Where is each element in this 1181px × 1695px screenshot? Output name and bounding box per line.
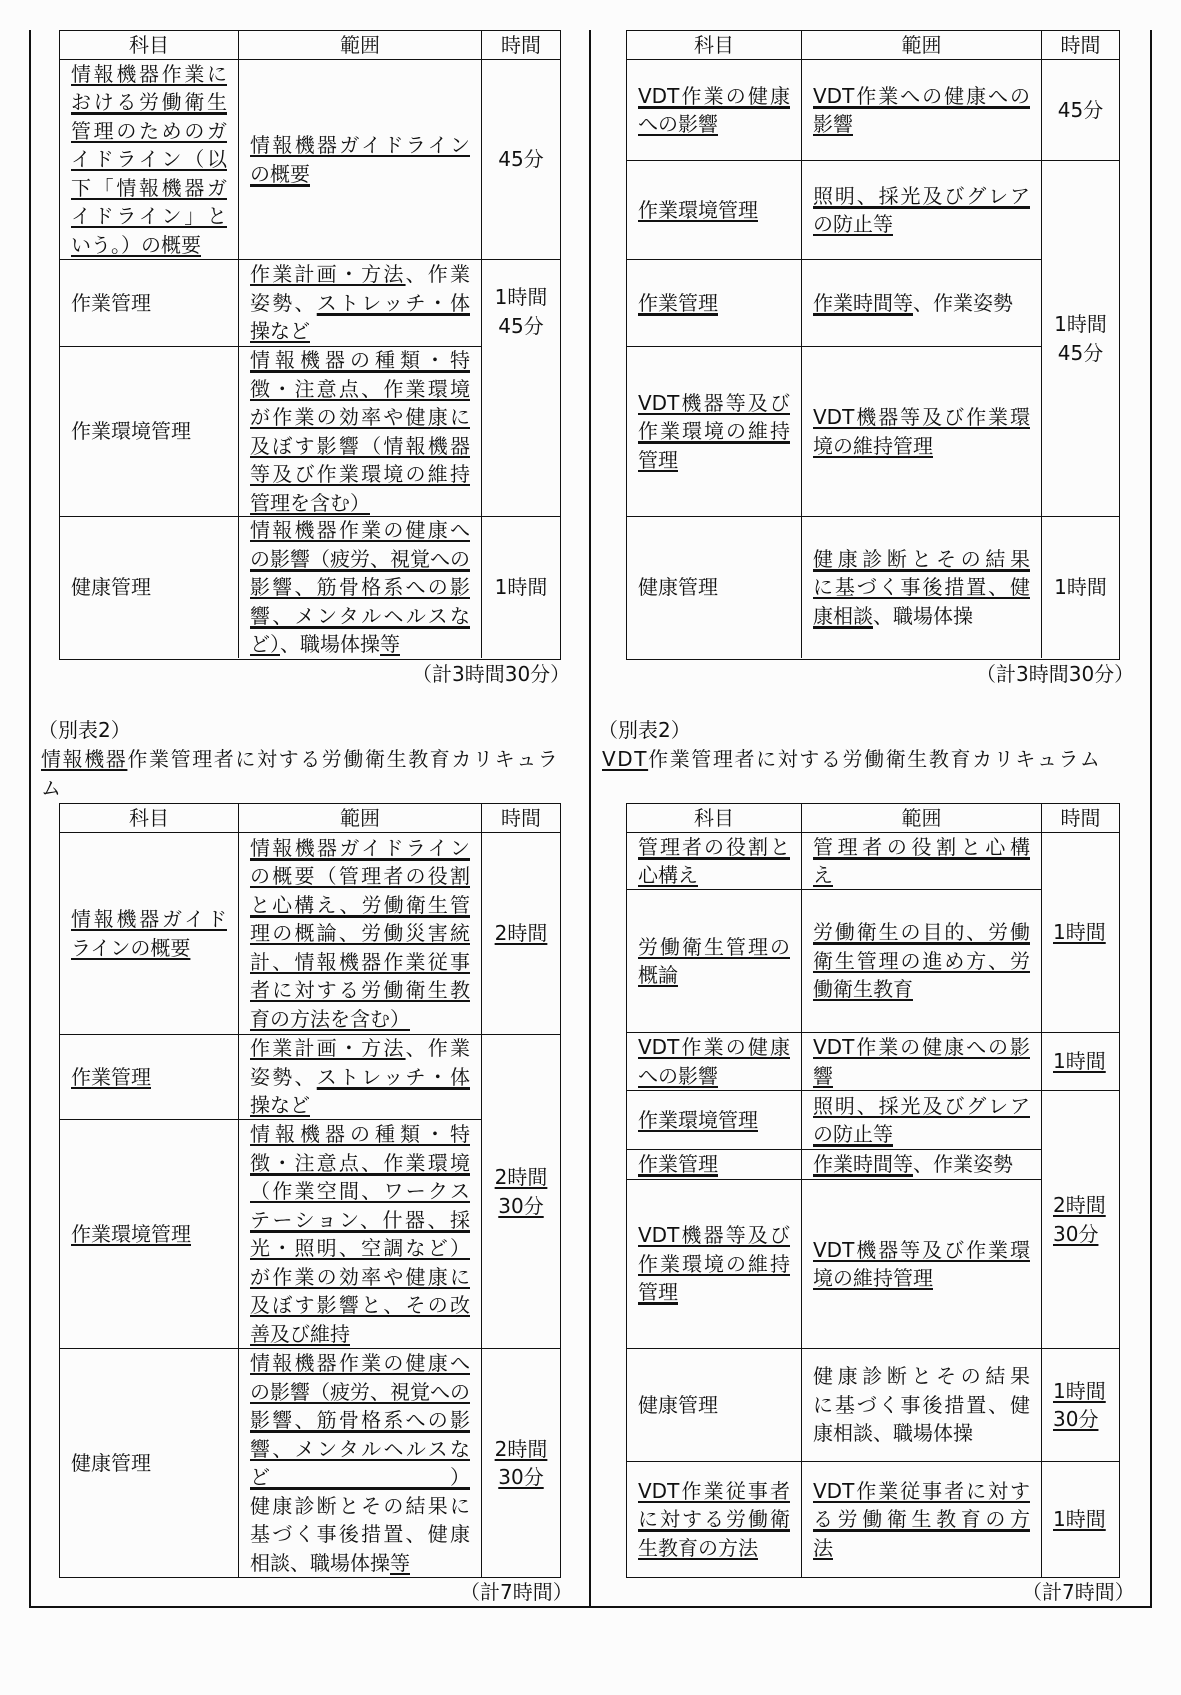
cell-text-line: 健康管理 [71,575,151,600]
cell-text-line: 作業計画・方法、作業 [250,262,471,287]
scope-cell [802,161,1042,260]
total-hours-note: （計3時間30分） [412,662,571,686]
cell-text-line: に基づく事後措置、健 [813,1392,1030,1417]
cell-text-line: 作業環境の維持 [638,419,790,444]
header-scope [802,31,1042,60]
cell-text-line: VDT作業の健康への影 [813,1035,1030,1059]
curriculum-title-rest: 作業管理者に対する労働衛生教育カリキュラム [648,747,1102,771]
cell-text-line: 情報機器の種類・特 [250,1122,470,1146]
time-value: 45分 [498,313,544,338]
header-subject-text: 科目 [694,32,734,57]
cell-text-line: 管理者の役割と心構 [813,834,1030,859]
time-value: 1時間 [1053,1049,1106,1074]
time-value: 2時間 [494,921,548,946]
scope-cell [239,517,482,658]
cell-text-line: 善及び維持 [250,1321,350,1346]
time-cell [482,260,560,517]
header-subject-text: 科目 [694,805,734,830]
scope-cell [802,1033,1042,1091]
subject-cell [627,1462,802,1577]
header-subject [627,31,802,60]
cell-text-line: る労働衛生教育の方 [813,1507,1030,1532]
cell-text-line: 心構え [638,863,698,887]
cell-text-line: 労働衛生の目的、労働 [813,920,1030,945]
cell-text-line: 生教育の方法 [638,1535,758,1560]
time-value: 2時間 [1053,1193,1106,1217]
cell-text-line: 情報機器ガイドライン [250,133,470,157]
subject-cell [627,1180,802,1349]
scope-cell [802,347,1042,517]
header-scope [239,804,482,833]
cell-text-line: 徴・注意点、作業環境 [250,1150,470,1175]
cell-text-line: 健康診断とその結果に [250,1493,470,1518]
appendix-label: （別表2） [598,718,691,742]
cell-text-line: が作業の効率や健康に [250,1264,470,1289]
header-subject [60,31,239,60]
time-cell [1042,517,1119,658]
scope-cell [239,833,482,1035]
cell-text-line: 影響、筋骨格系への影 [250,575,470,600]
subject-cell [627,1349,802,1462]
time-value: 30分 [1053,1221,1099,1246]
subject-cell [60,517,239,658]
header-subject-text: 科目 [129,805,169,830]
cell-text-line: 管理のためのガ [71,118,227,143]
cell-text-line: 管理を含む） [250,490,370,515]
time-cell [1042,1091,1119,1349]
cell-text-line: 境の維持管理 [813,1266,933,1290]
cell-text-line: 境の維持管理 [813,433,933,458]
cell-text-line: VDT作業の健康 [638,83,790,108]
cell-text-line: 育の方法を含む） [250,1006,410,1031]
scope-cell [802,890,1042,1033]
cell-text-line: 及ぼす影響と、その改 [250,1293,470,1317]
subject-cell [60,260,239,347]
cell-text-line: 照明、採光及びグレア [813,183,1030,208]
subject-cell [627,1033,802,1091]
cell-text-line: 作業環境管理 [638,1107,758,1132]
cell-text-line: 法 [813,1535,833,1560]
cell-text-line: 作業管理 [71,1064,151,1089]
subject-cell [60,1349,239,1577]
time-value: 45分 [1057,340,1104,365]
cell-text-line: 響、メンタルヘルスな [250,1436,470,1461]
cell-text-line: VDT機器等及び [638,390,790,415]
cell-text-line: 響 [813,1063,833,1088]
cell-text-line: 相談、職場体操等 [250,1550,410,1575]
subject-cell [60,1120,239,1349]
cell-text-line: 作業時間等、作業姿勢 [813,1152,1013,1177]
subject-cell [60,833,239,1035]
cell-text-line: 響、メンタルヘルスな [250,603,470,628]
header-time [1042,804,1119,833]
scope-cell [239,1120,482,1349]
time-cell [1042,1462,1119,1577]
total-hours-note: （計7時間） [1022,1580,1135,1604]
header-time [482,31,560,60]
table-info-device-worker-curriculum [59,30,561,660]
curriculum-title-rest: 作業管理者に対する労働衛生教育カリキュラ [127,747,560,771]
header-time-text: 時間 [501,805,541,830]
curriculum-title-underlined: VDT [602,747,649,771]
frame-right-border [1150,30,1152,1607]
cell-text-line: 操など [250,1093,310,1118]
scope-cell [239,347,482,517]
header-time-text: 時間 [501,32,541,57]
cell-text-line: 作業環境管理 [71,419,191,444]
time-cell [1042,833,1119,1033]
cell-text-line: 照明、採光及びグレア [813,1093,1030,1118]
scope-cell [239,1349,482,1577]
time-value: 1時間 [494,285,548,309]
cell-text-line: 管理 [638,447,678,472]
cell-text-line: 作業管理 [638,290,718,315]
cell-text-line: が作業の効率や健康に [250,405,470,429]
scope-cell [802,833,1042,890]
header-scope-text: 範囲 [901,32,942,57]
cell-text-line: 情報機器作業の健康へ [250,1351,470,1375]
cell-text-line: VDT作業従事者に対す [813,1478,1030,1503]
cell-text-line: 作業管理 [71,290,151,315]
cell-text-line: 影響 [813,112,853,136]
cell-text-line: 健康管理 [638,1392,718,1417]
subject-cell [627,260,802,347]
cell-text-line: 康相談、職場体操 [813,603,973,628]
time-cell [482,60,560,260]
cell-text-line: え [813,863,833,887]
subject-cell [627,60,802,161]
header-scope-text: 範囲 [901,805,942,830]
time-value: 45分 [498,147,544,172]
cell-text-line: の防止等 [813,1122,893,1146]
header-time [1042,31,1119,60]
cell-text-line: の概要（管理者の役割 [250,864,470,889]
cell-text-line: 概論 [638,963,678,987]
cell-text-line: 基づく事後措置、健康 [250,1522,470,1546]
frame-left-border [29,30,31,1607]
cell-text-line: VDT機器等及び作業環 [813,405,1030,429]
total-hours-note: （計3時間30分） [976,662,1135,686]
time-cell [1042,60,1119,161]
scope-cell [239,260,482,347]
time-cell [1042,161,1119,517]
time-value: 1時間 [494,575,548,600]
time-value: 1時間 [1053,1378,1106,1403]
time-value: 45分 [1057,97,1104,122]
cell-text-line: と心構え、労働衛生管 [250,892,470,917]
scope-cell [802,517,1042,658]
cell-text-line: 作業計画・方法、作業 [250,1036,471,1061]
scope-cell [802,1180,1042,1349]
table-vdt-worker-curriculum [626,30,1120,660]
cell-text-line: 計、情報機器作業従事 [250,949,470,974]
subject-cell [60,1035,239,1120]
cell-text-line: イドライン（以 [71,147,227,172]
scope-cell [239,60,482,260]
cell-text-line: 及ぼす影響（情報機器 [250,433,470,458]
header-time-text: 時間 [1060,805,1101,830]
cell-text-line: 姿勢、ストレッチ・体 [250,290,470,315]
cell-text-line: 労働衛生管理の [638,934,790,959]
cell-text-line: 作業環境管理 [71,1221,191,1246]
cell-text-line: 情報機器の種類・特 [250,348,470,372]
cell-text-line: ど） [250,1465,470,1489]
cell-text-line: 管理者の役割と [638,834,790,859]
cell-text-line: イドライン」と [71,204,227,229]
subject-cell [60,347,239,517]
header-subject [60,804,239,833]
header-subject-text: 科目 [129,32,169,57]
header-scope [802,804,1042,833]
time-value: 1時間 [1054,575,1107,600]
curriculum-title-wrap: ム [41,776,61,800]
frame-center-divider [589,30,591,1607]
subject-cell [627,1150,802,1180]
cell-text-line: の概要 [250,161,310,186]
header-time-text: 時間 [1060,32,1101,57]
cell-text-line: への影響 [638,112,718,136]
scope-cell [802,1091,1042,1150]
cell-text-line: VDT作業の健康 [638,1035,790,1059]
cell-text-line: 徴・注意点、作業環境 [250,376,470,401]
header-time [482,804,560,833]
time-value: 30分 [1053,1407,1099,1431]
cell-text-line: 操など [250,319,310,344]
cell-text-line: に基づく事後措置、健 [813,575,1030,600]
cell-text-line: の防止等 [813,212,893,236]
cell-text-line: 康相談、職場体操 [813,1421,973,1446]
scope-cell [802,1349,1042,1462]
subject-cell [627,347,802,517]
cell-text-line: VDT作業従事者 [638,1478,790,1503]
time-value: 1時間 [1053,1507,1106,1532]
time-value: 2時間 [494,1165,548,1189]
time-cell [482,833,560,1035]
total-hours-note: （計7時間） [460,1580,573,1604]
scope-cell [802,260,1042,347]
cell-text-line: テーション、什器、採 [250,1207,470,1232]
cell-text-line: VDT機器等及び作業環 [813,1237,1030,1262]
scope-cell [802,1150,1042,1180]
cell-text-line: （作業空間、ワークス [250,1179,470,1203]
time-value: 30分 [498,1193,544,1218]
time-value: 2時間 [494,1436,548,1461]
subject-cell [627,890,802,1033]
cell-text-line: 衛生管理の進め方、労 [813,948,1030,973]
time-cell [482,1035,560,1349]
subject-cell [627,161,802,260]
cell-text-line: 等及び作業環境の維持 [250,462,470,486]
scope-cell [802,60,1042,161]
cell-text-line: いう。）の概要 [71,232,201,257]
cell-text-line: 情報機器ガイド [71,907,227,931]
cell-text-line: 姿勢、ストレッチ・体 [250,1064,470,1089]
subject-cell [60,60,239,260]
time-value: 1時間 [1054,312,1107,336]
table-vdt-manager-curriculum [626,803,1120,1578]
table-info-device-manager-curriculum [59,803,561,1578]
curriculum-title [602,745,1102,774]
cell-text-line: 働衛生教育 [813,977,913,1002]
subject-cell [627,517,802,658]
cell-text-line: の影響（疲労、視覚への [250,546,470,571]
header-subject [627,804,802,833]
cell-text-line: 作業環境の維持 [638,1251,790,1276]
cell-text-line: 光・照明、空調など） [250,1236,470,1260]
cell-text-line: 管理 [638,1280,678,1305]
cell-text-line: 健康管理 [71,1450,151,1475]
cell-text-line: ど）、職場体操等 [250,632,400,657]
cell-text-line: ラインの概要 [71,935,191,960]
cell-text-line: への影響 [638,1063,718,1088]
scope-cell [239,1035,482,1120]
scope-cell [802,1462,1042,1577]
time-cell [1042,1349,1119,1462]
subject-cell [627,1091,802,1150]
curriculum-title-underlined: 情報機器 [41,747,128,771]
cell-text-line: に対する労働衛 [638,1507,790,1532]
cell-text-line: 情報機器ガイドライン [250,835,470,860]
cell-text-line: 健康診断とその結果 [813,1364,1030,1389]
cell-text-line: 情報機器作業の健康へ [250,518,470,543]
cell-text-line: 下「情報機器ガ [71,175,227,200]
header-scope [239,31,482,60]
cell-text-line: 健康管理 [638,575,718,600]
header-scope-text: 範囲 [340,32,380,57]
cell-text-line: の影響（疲労、視覚への [250,1379,470,1404]
cell-text-line: VDT作業への健康への [813,83,1030,108]
time-cell [482,1349,560,1577]
header-scope-text: 範囲 [340,805,380,830]
cell-text-line: 影響、筋骨格系への影 [250,1408,470,1432]
cell-text-line: 情報機器作業に [71,61,227,86]
cell-text-line: 作業管理 [638,1152,718,1177]
cell-text-line: 理の概論、労働災害統 [250,921,470,946]
frame-bottom-border [29,1606,1152,1608]
time-value: 30分 [498,1465,544,1489]
time-cell [482,517,560,658]
cell-text-line: 者に対する労働衛生教 [250,978,470,1003]
time-value: 1時間 [1053,920,1106,945]
time-cell [1042,1033,1119,1091]
subject-cell [627,833,802,890]
cell-text-line: 作業環境管理 [638,197,758,222]
cell-text-line: おける労働衛生 [71,90,227,115]
cell-text-line: VDT機器等及び [638,1223,790,1248]
cell-text-line: 作業時間等、作業姿勢 [813,290,1013,315]
appendix-label: （別表2） [38,718,131,742]
curriculum-title [41,745,559,774]
cell-text-line: 健康診断とその結果 [813,546,1030,571]
